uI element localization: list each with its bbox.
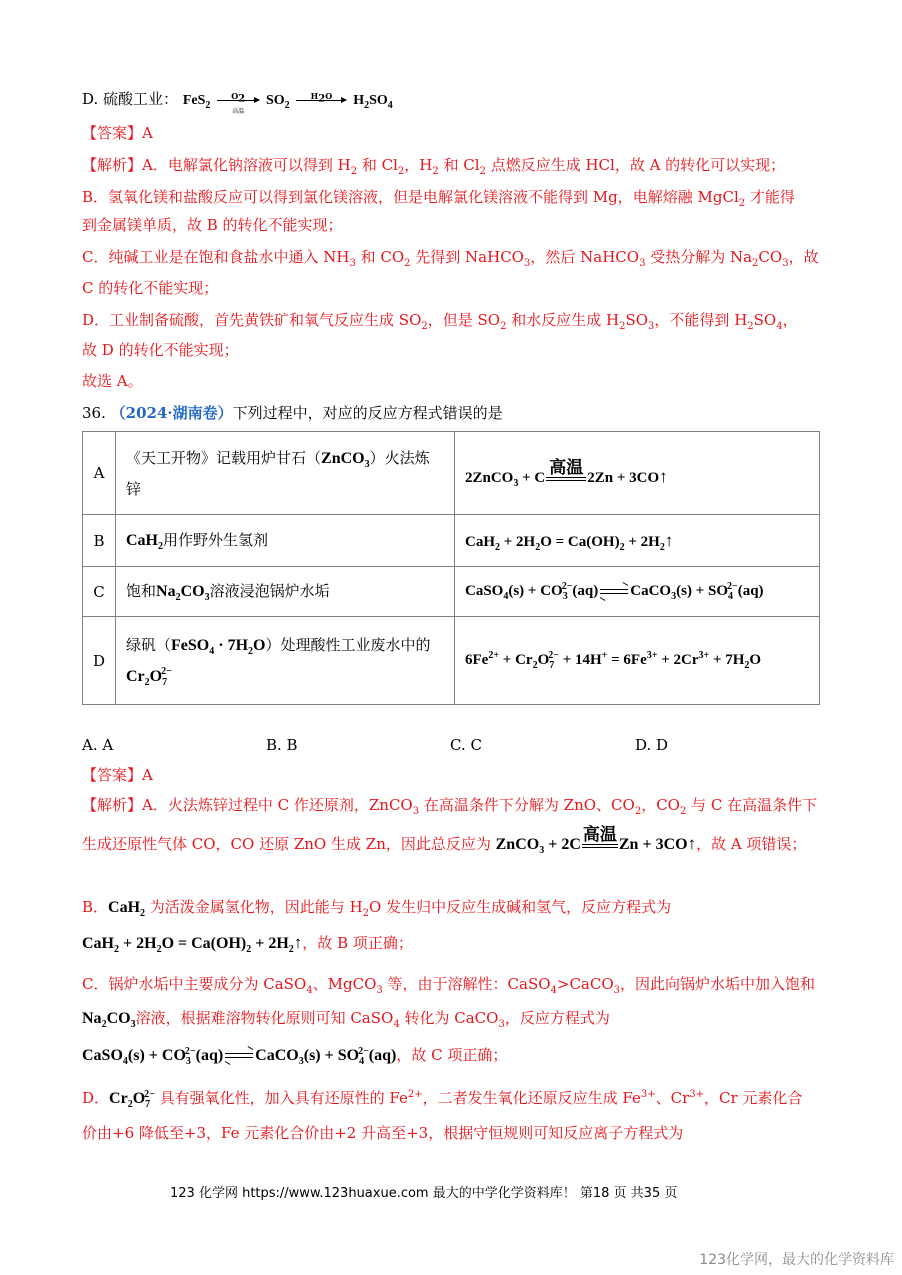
answer-1: 【答案】A [82, 124, 153, 142]
analysis-2-c2: $Na_2CO_3$溶液，根据难溶物转化原则可知 CaSO$_4$ 转化为 CaCO$_3$，反应方程式为 [82, 1009, 610, 1031]
analysis-2-a: 【解析】A．火法炼锌过程中 C 作还原剂，ZnCO$_3$ 在高温条件下分解为 ZnO、$CO_2$，$CO_2$ 与 C 在高温条件下 [82, 796, 818, 817]
answer-2: 【答案】A [82, 766, 153, 784]
gas-arrow-icon: ↑ [293, 933, 303, 952]
equilibrium-arrow-icon [225, 1051, 253, 1061]
equilibrium-arrow-icon [600, 587, 628, 597]
equation-b: $CaH_2 + 2H_2O = Ca(OH)_2$ + $2H_2↑$ [455, 515, 820, 567]
analysis-1-b: B．氢氧化镁和盐酸反应可以得到氯化镁溶液，但是电解氯化镁溶液不能得到 Mg，电解熔融 MgCl$_2$ 才能得 [82, 188, 795, 209]
gas-arrow-icon: ↑ [664, 530, 674, 550]
option-d-label: D. 硫酸工业： [82, 90, 179, 108]
analysis-1-d2: 故 D 的转化不能实现； [82, 341, 239, 359]
page-footer: 123 化学网 https://www.123huaxue.com 最大的中学化学资料库！ 第18 页 共35 页 [170, 1186, 678, 1201]
question-source: （2024·湖南卷） [110, 404, 233, 422]
option-d-line [82, 88, 393, 115]
analysis-2-a2: 生成还原性气体 CO，CO 还原 ZnO 生成 Zn，因此总反应为 ZnCO$_3$ + 2C 高温 Zn + 3CO↑，故 A 项错误； [82, 825, 807, 857]
analysis-2-b: B．CaH$_2$ 为活泼金属氢化物，因此能与 $H_2O$ 发生归中反应生成碱和氢气，反应方程式为 [82, 898, 672, 920]
option-a: A. A [82, 736, 114, 754]
option-c: C. C [450, 736, 482, 754]
analysis-1-c: C．纯碱工业是在饱和食盐水中通入 $NH_3$ 和 $CO_2$ 先得到 NaHCO$_3$，然后 NaHCO$_3$ 受热分解为 $Na_2CO_3$，故 [82, 248, 819, 269]
gas-arrow-icon: ↑ [687, 834, 697, 853]
equation-d: $6Fe^{2+} + Cr_2O_7^{2-} + 14H^+ = 6Fe^{3+} + 2Cr^{3+} + 7H_2O$ [455, 617, 820, 705]
h2so4-formula: $H_2SO_4$ [353, 93, 393, 111]
arrow-o2: $O_2$ 高温 [217, 100, 259, 101]
analysis-1-conclusion: 故选 A。 [82, 372, 143, 390]
equation-a: 2ZnCO$_3$ + C 高温 2Zn + 3CO↑ [455, 432, 820, 515]
table-row-a: A 《天工开物》记载用炉甘石（ZnCO$_3$）火法炼 锌 2ZnCO$_3$ + C 高温 2Zn + 3CO↑ [83, 432, 820, 515]
analysis-2-d: D．$Cr_2O_7^{2-}$ 具有强氧化性，加入具有还原性的 $Fe^{2+}$，二者发生氧化还原反应生成 $Fe^{3+}$、$Cr^{3+}$，Cr 元素化合 [82, 1088, 803, 1111]
question-text: 下列过程中，对应的反应方程式错误的是 [232, 404, 503, 422]
fes2-formula: FeS$_2$ [182, 93, 211, 111]
analysis-1-c2: C 的转化不能实现； [82, 279, 219, 297]
gas-arrow-icon: ↑ [659, 467, 668, 486]
table-row-d: D 绿矾（FeSO$_4$ · $7H_2O$）处理酸性工业废水中的 $Cr_2O_7^{2-}$ $6Fe^{2+} + Cr_2O_7^{2-} + 14H^+ = 6Fe^{3+} + 2Cr^{3+} + 7H_2O$ [83, 617, 820, 705]
analysis-2-d2: 价由+6 降低至+3，Fe 元素化合价由+2 升高至+3，根据守恒规则可知反应离子方程式为 [82, 1124, 684, 1142]
analysis-2-c: C．锅炉水垢中主要成分为 CaSO$_4$、MgCO$_3$ 等，由于溶解性：CaSO$_4$>CaCO$_3$，因此向锅炉水垢中加入饱和 [82, 975, 816, 996]
question-36-stem [82, 402, 503, 423]
so2-formula: $SO_2$ [265, 93, 290, 111]
option-b: B. B [266, 736, 298, 754]
analysis-1-d: D．工业制备硫酸，首先黄铁矿和氧气反应生成 $SO_2$，但是 $SO_2$ 和水反应生成 $H_2SO_3$，不能得到 $H_2SO_4$， [82, 311, 798, 332]
table-row-b: B CaH$_2$用作野外生氢剂 $CaH_2 + 2H_2O = Ca(OH)_2$ + $2H_2↑$ [83, 515, 820, 567]
question-number: 36. [82, 404, 106, 422]
analysis-2-c3: CaSO$_4$(s) + $CO_3^{2-}(aq)$ CaCO$_3$(s) + $SO_4^{2-}(aq)$，故 C 项正确； [82, 1045, 508, 1068]
analysis-1-a: 【解析】A．电解氯化钠溶液可以得到 $H_2$ 和 $Cl_2$，$H_2$ 和 $Cl_2$ 点燃反应生成 HCl，故 A 的转化可以实现； [82, 156, 786, 177]
analysis-1-b2: 到金属镁单质，故 B 的转化不能实现； [82, 216, 343, 234]
arrow-h2o: $H_2O$ [296, 100, 346, 101]
equation-c: CaSO$_4$(s) + $CO_3^{2-}(aq)$ CaCO$_3$(s) + $SO_4^{2-}(aq)$ [455, 567, 820, 617]
table-row-c: C 饱和$Na_2CO_3$溶液浸泡锅炉水垢 CaSO$_4$(s) + $CO_3^{2-}(aq)$ CaCO$_3$(s) + $SO_4^{2-}(aq)$ [83, 567, 820, 617]
option-d: D. D [635, 736, 669, 754]
question-36-table [82, 431, 820, 705]
watermark: 123化学网，最大的化学资料库 [699, 1252, 894, 1268]
analysis-2-b2: $CaH_2 + 2H_2O = Ca(OH)_2$ + $2H_2↑$，故 B 项正确； [82, 933, 413, 956]
